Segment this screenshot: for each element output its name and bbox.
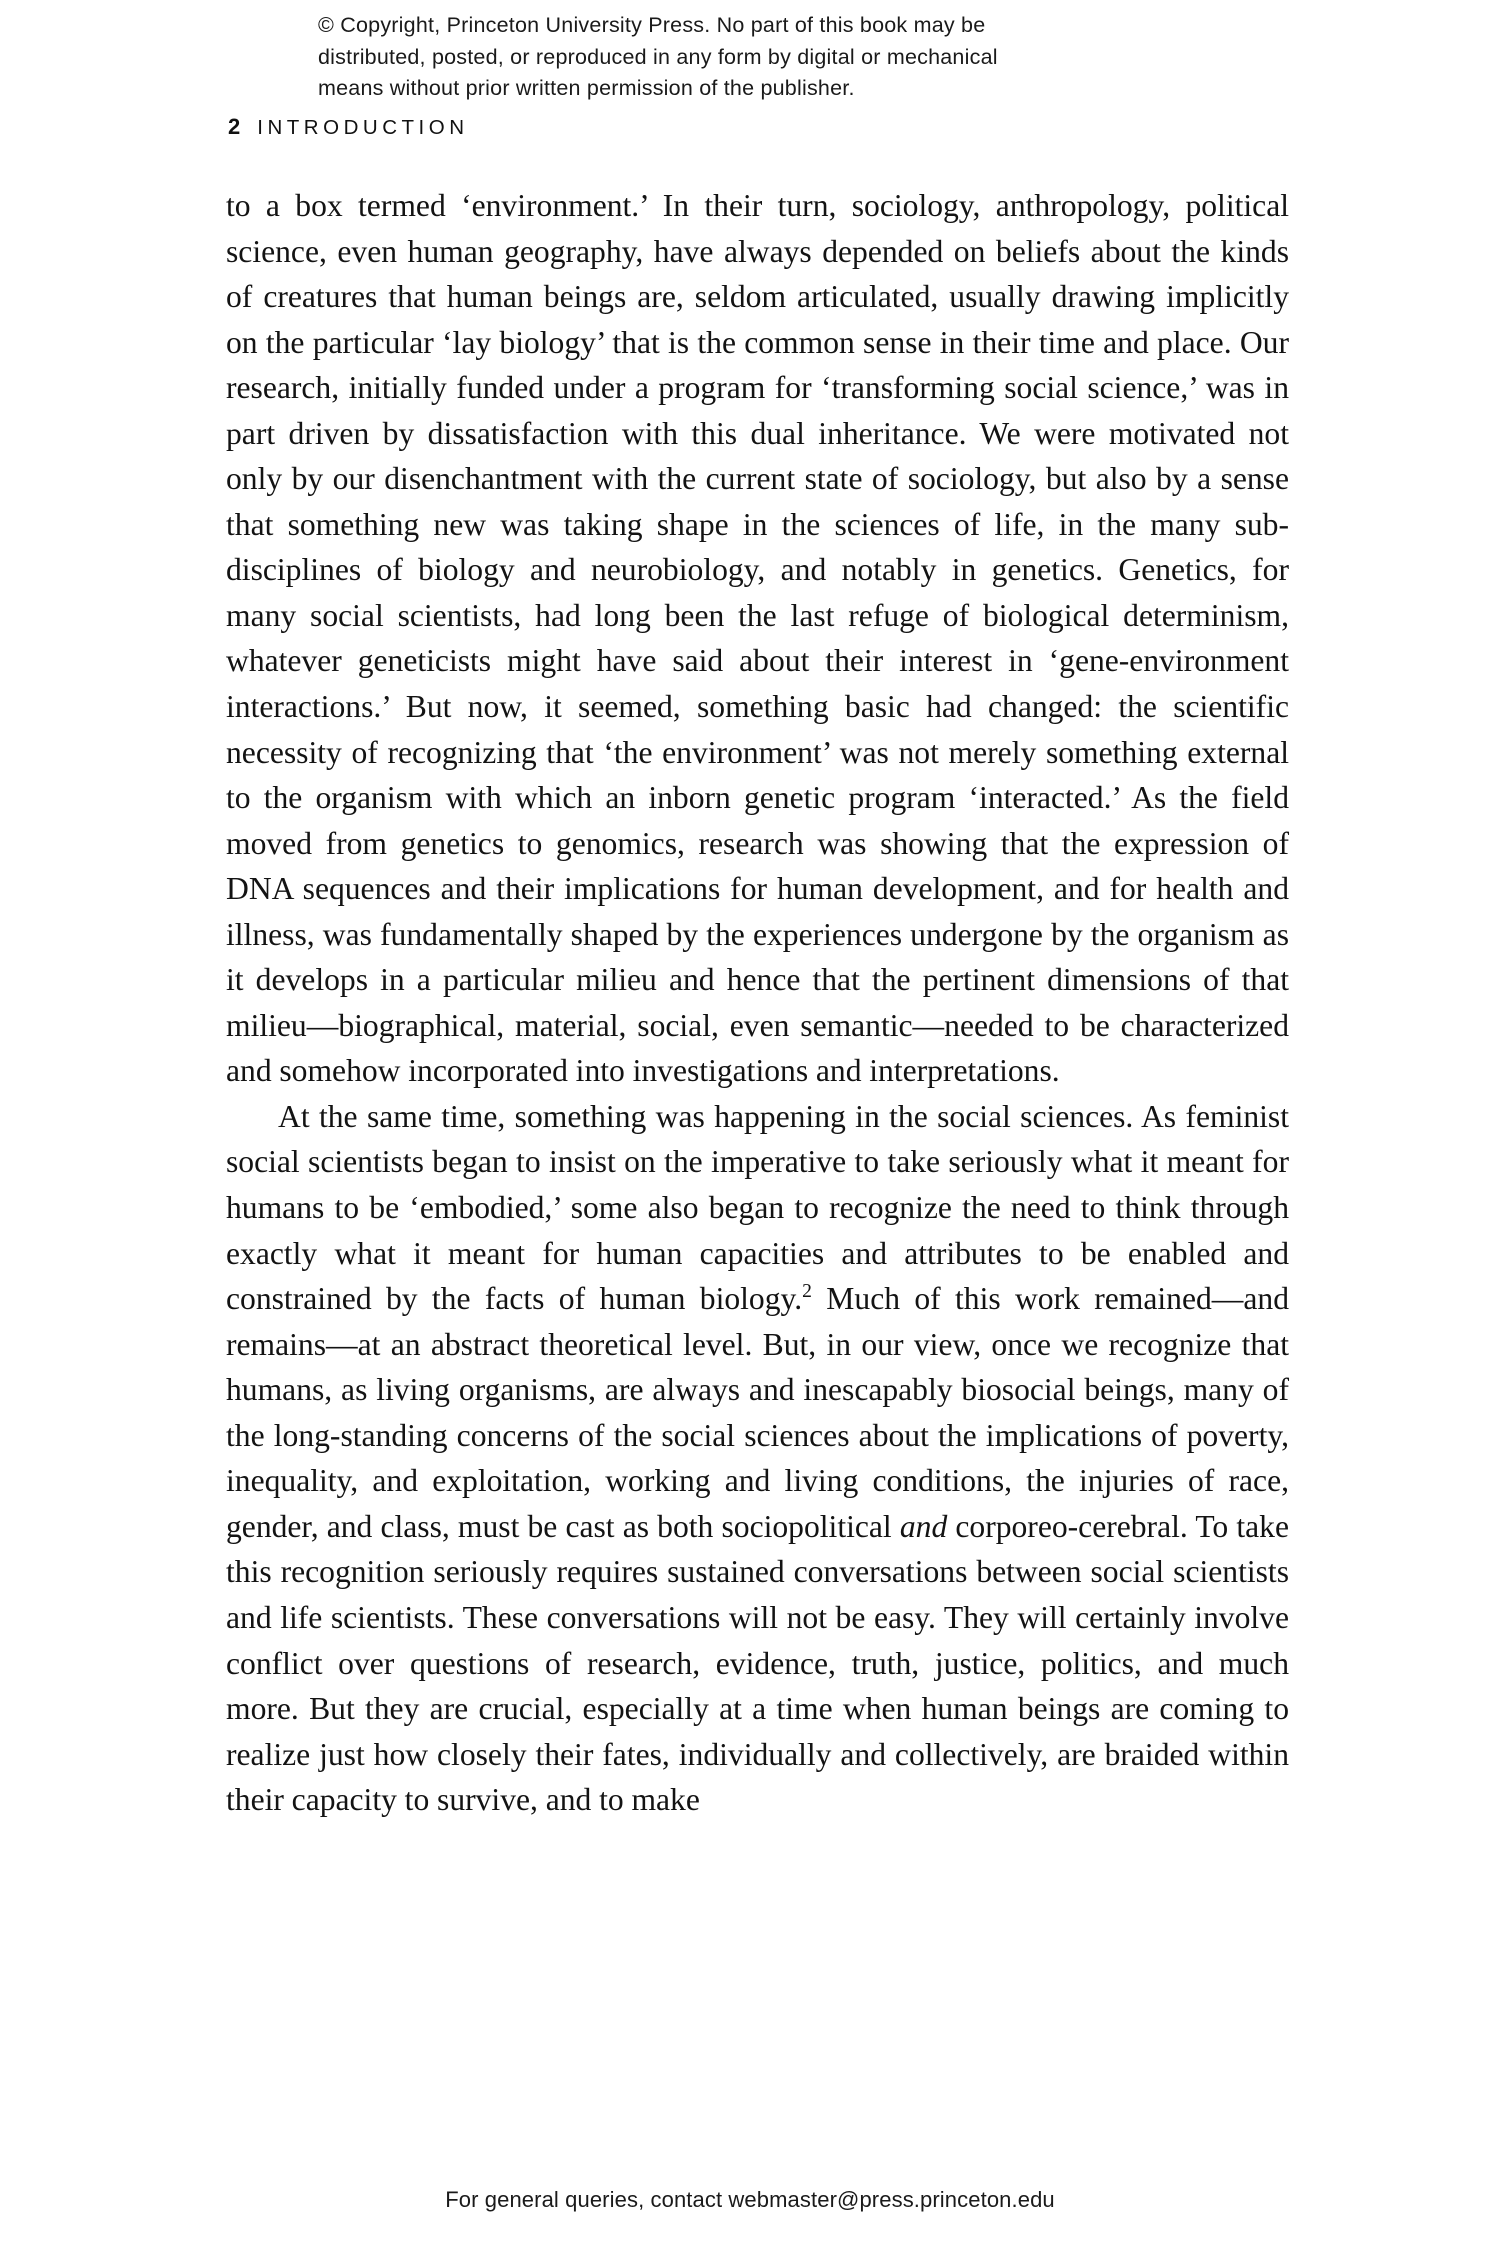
running-head xyxy=(228,114,469,140)
footer-text: For general queries, contact webmaster@press.princeton.edu xyxy=(445,2187,1055,2212)
footnote-marker: 2 xyxy=(802,1280,812,1302)
copyright-notice xyxy=(318,10,1158,105)
paragraph-at-the-same-time xyxy=(226,1094,1289,1823)
page-number: 2 xyxy=(228,114,241,139)
copyright-line-3: means without prior written permission of the publisher. xyxy=(318,76,855,100)
paragraph-2-text-b: Much of this work remained—and remains—at an abstract theoretical level. But, in our view, once we recognize that humans, as living organisms, are always and inescapably biosocial beings, many of the long-standing concerns of the social sciences about the implications of poverty, inequality, and exploitation, working and living conditions, the injuries of race, gender, and class, must be cast as both sociopolitical xyxy=(226,1281,1289,1544)
copyright-line-2: distributed, posted, or reproduced in any form by digital or mechanical xyxy=(318,44,998,69)
paragraph-2-text-c: corporeo-cerebral. To take this recognition seriously requires sustained conversations between social scientists and life scientists. These conversations will not be easy. They will certainly involve conflict over questions of research, evidence, truth, justice, politics, and much more. But they are crucial, especially at a time when human beings are coming to realize just how closely their fates, individually and collectively, are braided within their capacity to survive, and to make xyxy=(226,1508,1289,1818)
paragraph-2-text-a: At the same time, something was happening in the social sciences. As feminist social scientists began to insist on the imperative to take seriously what it meant for humans to be ‘embodied,’ some also began to recognize the need to think through exactly what it meant for human capacities and attributes to be enabled and constrained by the facts of human biology. xyxy=(226,1098,1289,1317)
body-text-column xyxy=(226,183,1289,1823)
paragraph-1-text: to a box termed ‘environment.’ In their turn, sociology, anthropology, political science, even human geography, have always depended on beliefs about the kinds of creatures that human beings are, seldom articulated, usually drawing implicitly on the particular ‘lay biology’ that is the common sense in their time and place. Our research, initially funded under a program for ‘transforming social science,’ was in part driven by dissatisfaction with this dual inheritance. We were motivated not only by our disenchantment with the current state of sociology, but also by a sense that something new was taking shape in the sciences of life, in the many sub-disciplines of biology and neurobiology, and notably in genetics. Genetics, for many social scientists, had long been the last refuge of biological determinism, whatever geneticists might have said about their interest in ‘gene-environment interactions.’ But now, it seemed, something basic had changed: the scientific necessity of recognizing that ‘the environment’ was not merely something external to the organism with which an inborn genetic program ‘interacted.’ As the field moved from genetics to genomics, research was showing that the expression of DNA sequences and their implications for human development, and for health and illness, was fundamentally shaped by the experiences undergone by the organism as it develops in a particular milieu and hence that the pertinent dimensions of that milieu—biographical, material, social, even semantic—needed to be characterized and somehow incorporated into investigations and interpretations. xyxy=(226,188,1289,1089)
footer-contact-note xyxy=(0,2187,1500,2213)
chapter-title: INTRODUCTION xyxy=(257,116,469,139)
copyright-line-1: © Copyright, Princeton University Press. No part of this book may be xyxy=(318,13,986,37)
paragraph-continued xyxy=(226,183,1289,1094)
paragraph-2-emphasis-and: and xyxy=(899,1508,948,1544)
